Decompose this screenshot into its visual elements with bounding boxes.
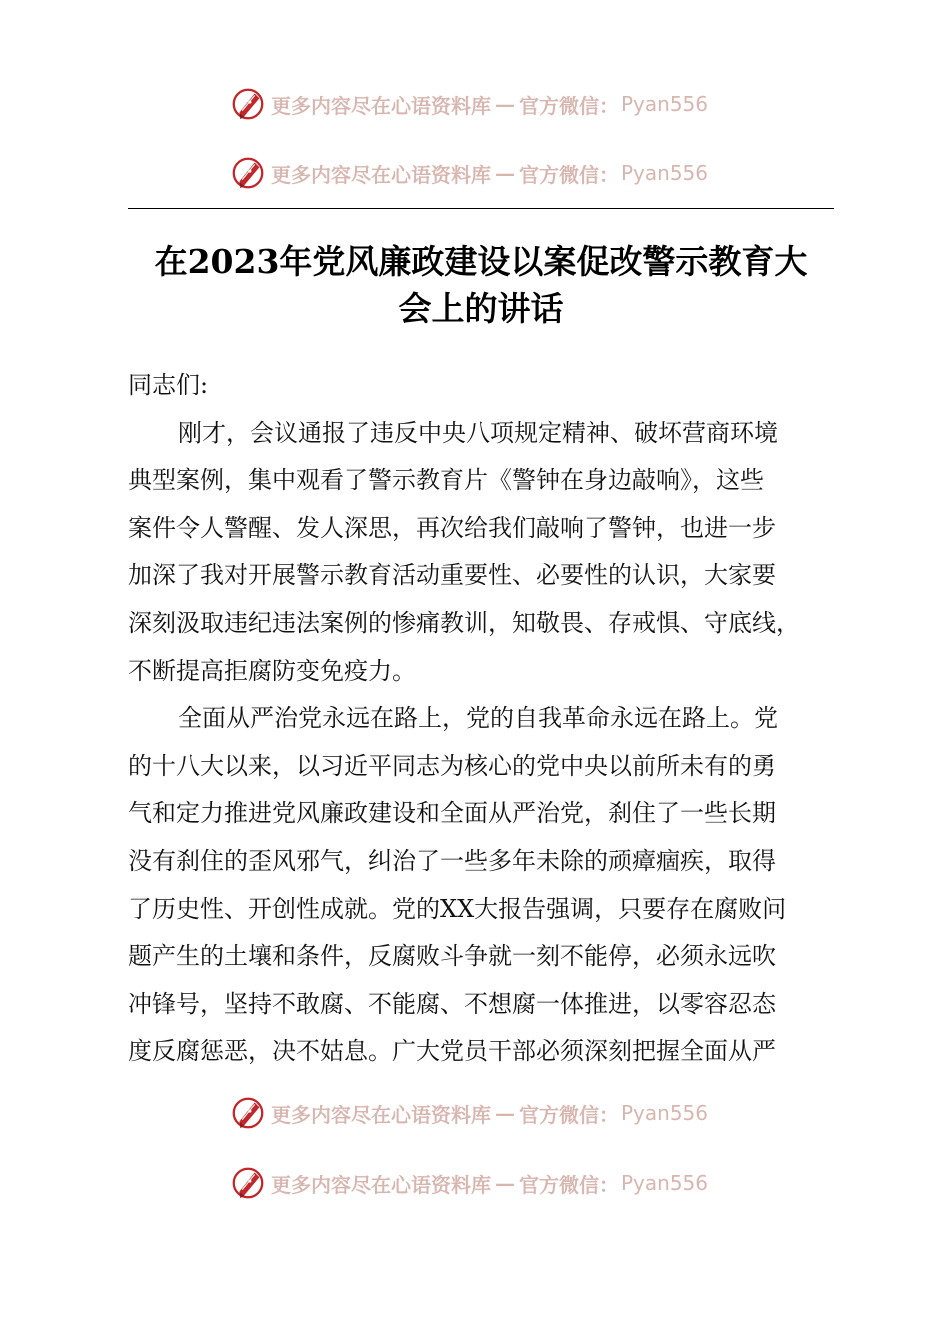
watermark-contact: 官方微信： (519, 93, 619, 118)
watermark-contact-id: Pyan556 (621, 1101, 709, 1125)
body-line: 冲锋号，坚持不敢腐、不能腐、不想腐一体推进，以零容忍态 (128, 989, 776, 1018)
pen-nib-logo-icon (229, 1094, 267, 1132)
title-line: 在2023年党风廉政建设以案促改警示教育大 (154, 242, 808, 281)
watermark-contact-id: Pyan556 (621, 161, 709, 185)
watermark-brand: 更多内容尽在心语资料库 (271, 1102, 491, 1127)
title-line: 会上的讲话 (398, 289, 564, 328)
pen-nib-logo-icon (229, 85, 267, 123)
body-line: 典型案例，集中观看了警示教育片《警钟在身边敲响》，这些 (128, 466, 764, 495)
watermark-banner-bottom-2 (229, 1164, 708, 1202)
body-line: 全面从严治党永远在路上，党的自我革命永远在路上。党 (178, 704, 778, 733)
body-line: 加深了我对开展警示教育活动重要性、必要性的认识，大家要 (128, 561, 776, 590)
body-line: 刚才，会议通报了违反中央八项规定精神、破坏营商环境 (178, 418, 778, 447)
watermark-banner-top-1 (229, 85, 708, 123)
pen-nib-logo-icon (229, 1164, 267, 1202)
watermark-brand: 更多内容尽在心语资料库 (271, 93, 491, 118)
watermark-dash: — (495, 161, 515, 185)
watermark-brand: 更多内容尽在心语资料库 (271, 1172, 491, 1197)
watermark-contact-id: Pyan556 (621, 92, 709, 116)
body-line: 的十八大以来，以习近平同志为核心的党中央以前所未有的勇 (128, 751, 776, 780)
body-line: 气和定力推进党风廉政建设和全面从严治党，刹住了一些长期 (128, 799, 776, 828)
body-line: 深刻汲取违纪违法案例的惨痛教训，知敬畏、存戒惧、守底线， (128, 608, 800, 637)
watermark-contact: 官方微信： (519, 162, 619, 187)
body-line: 度反腐惩恶，决不姑息。广大党员干部必须深刻把握全面从严 (128, 1037, 776, 1066)
salutation: 同志们: (128, 371, 209, 399)
watermark-brand: 更多内容尽在心语资料库 (271, 162, 491, 187)
document-body (128, 362, 840, 1076)
body-line: 没有刹住的歪风邪气，纠治了一些多年未除的顽瘴痼疾，取得 (128, 846, 776, 875)
watermark-contact-id: Pyan556 (621, 1171, 709, 1195)
watermark-banner-bottom-1 (229, 1094, 708, 1132)
watermark-dash: — (495, 1171, 515, 1195)
body-line: 了历史性、开创性成就。党的XX大报告强调，只要存在腐败问 (128, 894, 787, 923)
body-line: 不断提高拒腐防变免疫力。 (128, 656, 416, 685)
pen-nib-logo-icon (229, 154, 267, 192)
watermark-banner-top-2 (229, 154, 708, 192)
watermark-contact: 官方微信： (519, 1172, 619, 1197)
header-divider (128, 208, 834, 209)
watermark-dash: — (495, 1101, 515, 1125)
watermark-dash: — (495, 92, 515, 116)
document-title (128, 238, 834, 332)
body-line: 题产生的土壤和条件，反腐败斗争就一刻不能停，必须永远吹 (128, 942, 776, 971)
body-line: 案件令人警醒、发人深思，再次给我们敲响了警钟，也进一步 (128, 513, 776, 542)
watermark-contact: 官方微信： (519, 1102, 619, 1127)
